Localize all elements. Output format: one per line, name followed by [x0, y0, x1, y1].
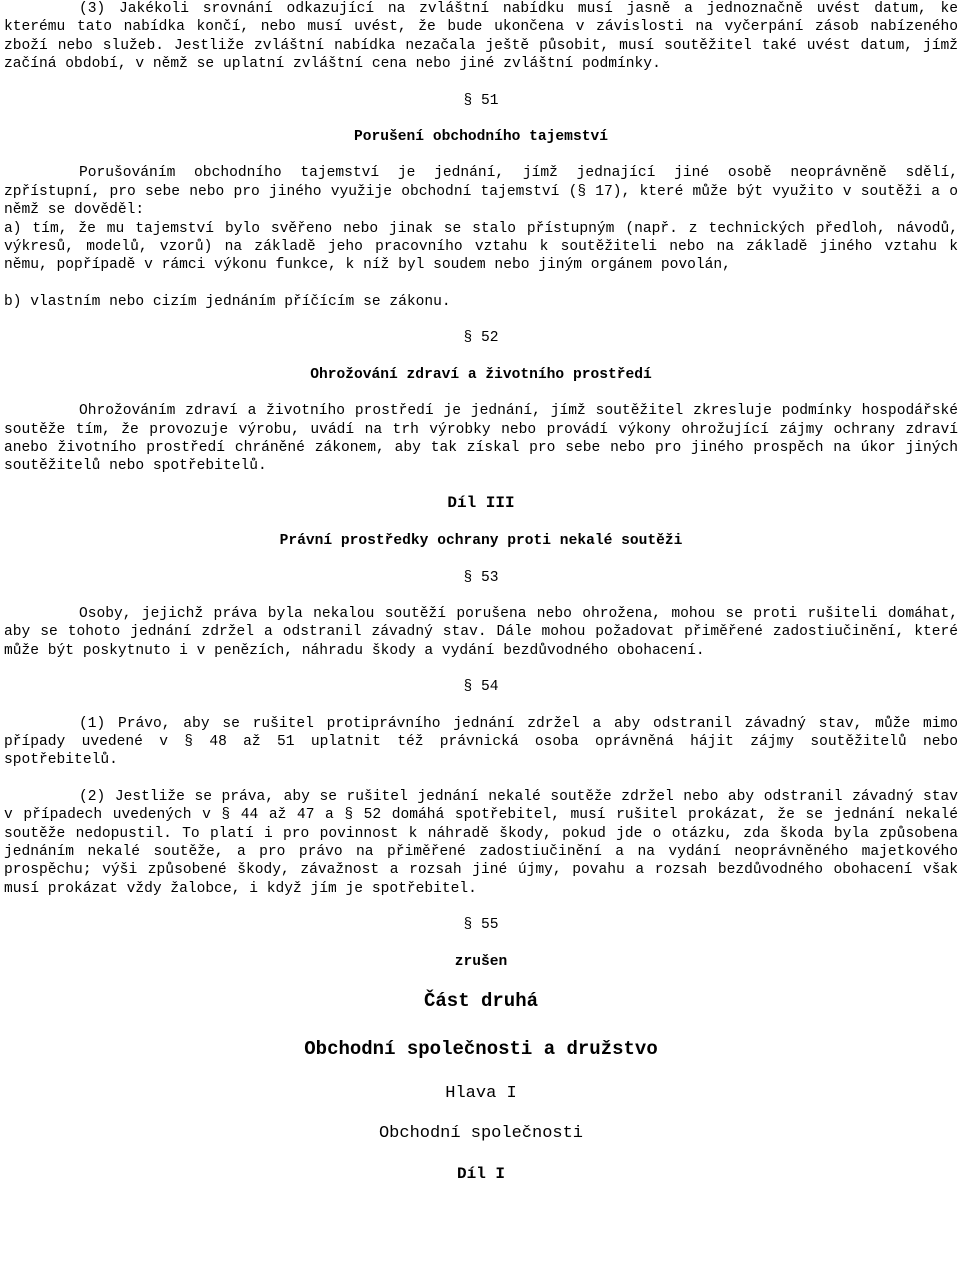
part-dil-i-heading: Díl I — [456, 1165, 505, 1184]
section-52-title: Ohrožování zdraví a životního prostředí — [310, 366, 652, 383]
chapter-one-title: Obchodní společnosti — [378, 1124, 584, 1144]
section-51-paragraph: Porušováním obchodního tajemství je jednání, jímž jednající jiné osobě neoprávněně sdělí, zpřístupní, pro sebe nebo pro jiného využije obchodní tajemství (§ 17), které může být využito v soutěži a o němž se dověděl: — [4, 165, 958, 219]
section-53-paragraph: Osoby, jejichž práva byla nekalou soutěží porušena nebo ohrožena, mohou se proti rušiteli domáhat, aby se tohoto jednání zdržel a odstranil závadný stav. Dále mohou požadovat přiměřené zadostiučinění, které může být poskytnuto i v penězích, náhradu škody a vydání bezdůvodného obohacení. — [4, 605, 958, 659]
section-54-paragraph-1: (1) Právo, aby se rušitel protiprávního jednání zdržel a aby odstranil závadný stav, může mimo případy uvedené v § 48 až 51 uplatnit též právnická osoba oprávněná hájit zájmy soutěžitelů nebo spotřebitelů. — [4, 715, 958, 769]
document-page — [4, 0, 958, 1183]
section-52-paragraph: Ohrožováním zdraví a životního prostředí je jednání, jímž soutěžitel zkresluje podmínky hospodářské soutěže tím, že provozuje výrobu, uvádí na trh výrobky nebo provádí výkony ohrožující zájmy ochrany zdraví anebo životního prostředí chráněné zákonem, aby tak získal pro sebe nebo pro jiného prospěch na úkor jiných soutěžitelů nebo spotřebitelů. — [4, 403, 958, 475]
section-54-paragraph-2: (2) Jestliže se práva, aby se rušitel jednání nekalé soutěže zdržel nebo aby odstranil závadný stav v případech uvedených v § 44 až 47 a § 52 domáhá spotřebitel, musí rušitel prokázat, že se jednání nekalé soutěže nedopustil. To platí i pro povinnost k náhradě škody, pokud jde o otázku, zda škoda byla způsobena jednáním nekalé soutěže, a pro právo na přiměřené zadostiučinění a na vydání neoprávněného majetkového prospěchu; výši způsobené škody, závažnost a rozsah jiné újmy, povahu a rozsah bezdůvodného obohacení však musí prokázat vždy žalobce, i když jím je spotřebitel. — [4, 788, 958, 897]
part-two-heading: Část druhá — [423, 990, 539, 1013]
section-55-number: § 55 — [463, 917, 499, 934]
section-51-number: § 51 — [463, 92, 499, 109]
section-51-item-a: a) tím, že mu tajemství bylo svěřeno nebo jinak se stalo přístupným (např. z technických předloh, návodů, výkresů, modelů, vzorů) na základě jeho pracovního vztahu k soutěžiteli nebo na základě jiného vztahu k němu, popřípadě v rámci výkonu funkce, k níž byl soudem nebo jiným orgánem povolán, — [4, 220, 958, 274]
paragraph-48-3: (3) Jakékoli srovnání odkazující na zvláštní nabídku musí jasně a jednoznačně uvést datum, ke kterému tato nabídka končí, nebo musí uvést, že bude ukončena v závislosti na vyčerpání zásob nabízeného zboží nebo služeb. Jestliže zvláštní nabídka nezačala ještě působit, musí soutěžitel také uvést datum, jímž začíná období, v němž se uplatní zvláštní cena nebo jiné zvláštní podmínky. — [4, 1, 958, 73]
section-53-number: § 53 — [463, 569, 499, 586]
section-52-number: § 52 — [463, 330, 499, 347]
part-two-title: Obchodní společnosti a družstvo — [304, 1038, 658, 1061]
chapter-one-heading: Hlava I — [445, 1084, 517, 1104]
section-51-item-b: b) vlastním nebo cizím jednáním příčícím se zákonu. — [4, 293, 451, 310]
section-54-number: § 54 — [463, 679, 499, 696]
section-55-title: zrušen — [454, 953, 508, 970]
part-dil-iii-title: Právní prostředky ochrany proti nekalé soutěži — [279, 533, 683, 550]
section-51-title: Porušení obchodního tajemství — [354, 129, 608, 146]
part-dil-iii-heading: Díl III — [447, 493, 515, 512]
